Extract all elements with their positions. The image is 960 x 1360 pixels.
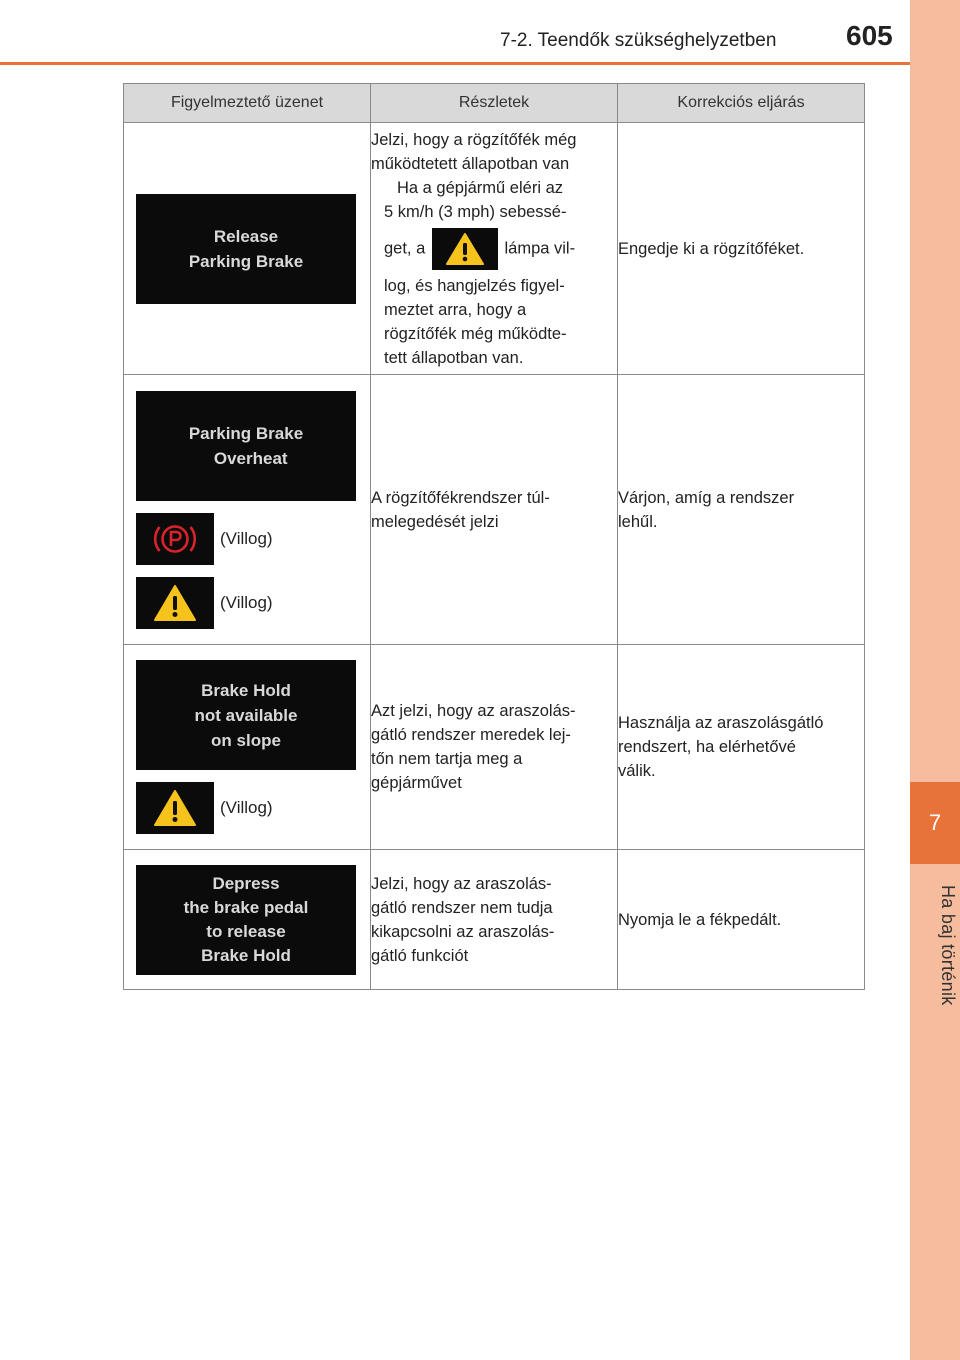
warning-triangle-icon xyxy=(136,782,214,834)
message-cell xyxy=(124,645,371,850)
header-rule xyxy=(0,62,910,65)
blink-note: (Villog) xyxy=(220,798,273,817)
details-cell: A rögzítőfékrendszer túl- melegedését jelzi xyxy=(371,375,618,645)
chapter-number: 7 xyxy=(910,782,960,864)
details-line: Jelzi, hogy a rögzítőfék még xyxy=(371,130,577,149)
table-row xyxy=(124,645,865,850)
warning-triangle-icon xyxy=(136,577,214,629)
correction-cell: Engedje ki a rögzítőféket. xyxy=(618,123,865,375)
message-cell xyxy=(124,123,371,375)
details-cell: Jelzi, hogy az araszolás- gátló rendszer nem tudja kikapcsolni az araszolás- gátló funkciót xyxy=(371,850,618,990)
warning-triangle-icon xyxy=(432,228,498,270)
page-number: 605 xyxy=(846,20,893,51)
side-tab-strip xyxy=(910,0,960,1360)
chapter-label: Ha baj történik xyxy=(938,884,958,1006)
details-line: log, és hangjelzés figyel- xyxy=(384,276,565,295)
details-line: Ha a gépjármű eléri az xyxy=(397,178,563,197)
column-header: Részletek xyxy=(371,84,618,123)
display-screen: Brake Hold not available on slope xyxy=(136,660,356,770)
column-header: Figyelmeztető üzenet xyxy=(124,84,371,123)
details-line: működtetett állapotban van xyxy=(371,154,570,173)
details-line: rögzítőfék még működte- xyxy=(384,324,567,343)
details-text: get, a xyxy=(384,238,426,257)
details-line: 5 km/h (3 mph) sebessé- xyxy=(384,202,567,221)
blink-note: (Villog) xyxy=(220,528,273,548)
display-screen: Parking Brake Overheat xyxy=(136,391,356,501)
display-screen: Release Parking Brake xyxy=(136,194,356,304)
details-text: lámpa vil- xyxy=(504,238,576,257)
table-header-row xyxy=(124,84,865,123)
details-line: meztet arra, hogy a xyxy=(384,300,527,319)
parking-brake-icon xyxy=(136,513,214,565)
table-row xyxy=(124,850,865,990)
correction-cell: Használja az araszolásgátló rendszert, ha elérhetővé válik. xyxy=(618,645,865,850)
blink-note: (Villog) xyxy=(220,592,273,612)
column-header: Korrekciós eljárás xyxy=(618,84,865,123)
message-cell xyxy=(124,375,371,645)
display-screen: Depress the brake pedal to release Brake Hold xyxy=(136,865,356,975)
details-cell: Azt jelzi, hogy az araszolás- gátló rendszer meredek lej- tőn nem tartja meg a gépjárművet xyxy=(371,645,618,850)
table-row xyxy=(124,375,865,645)
details-line: tett állapotban van. xyxy=(384,348,524,367)
correction-cell: Várjon, amíg a rendszer lehűl. xyxy=(618,375,865,645)
header-title: 7-2. Teendők szükséghelyzetben xyxy=(500,30,777,51)
table-row xyxy=(124,123,865,375)
warning-table xyxy=(123,83,865,990)
details-cell xyxy=(371,123,618,375)
correction-cell: Nyomja le a fékpedált. xyxy=(618,850,865,990)
message-cell xyxy=(124,850,371,990)
